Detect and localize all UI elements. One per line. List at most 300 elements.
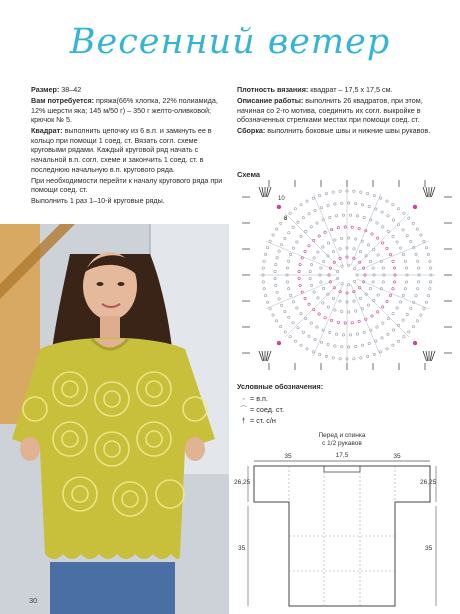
square-label: Квадрат: bbox=[31, 126, 63, 136]
chain-stitch-mark bbox=[325, 355, 327, 357]
chain-stitch-mark bbox=[334, 345, 336, 347]
chain-stitch-mark bbox=[289, 336, 291, 338]
chain-stitch-mark bbox=[392, 219, 394, 221]
chain-stitch-mark bbox=[322, 246, 324, 248]
chain-stitch-mark bbox=[410, 307, 412, 309]
chain-stitch-mark bbox=[327, 204, 329, 206]
materials-paragraph bbox=[31, 96, 227, 125]
chain-stitch-mark bbox=[320, 207, 322, 209]
chain-stitch-mark bbox=[272, 234, 274, 236]
chain-stitch-mark bbox=[423, 240, 425, 242]
work-label: Описание работы: bbox=[237, 95, 304, 105]
chain-stitch-mark bbox=[301, 291, 303, 293]
chain-stitch-mark bbox=[262, 281, 264, 283]
chain-stitch-mark bbox=[386, 200, 388, 202]
chain-stitch-mark bbox=[372, 267, 374, 269]
size-paragraph bbox=[31, 85, 227, 95]
chain-stitch-mark bbox=[381, 337, 383, 339]
square-value: выполнить цепочку из 6 в.п. и замкнуть ее в кольцо при помощи 1 соед. ст. Вязать согл. схеме круговыми рядами. Каждый круговой ряд начать с начальной в.п. согл. схеме и закончить 1 соед. ст. в последнюю начальную в.п. кругового ряда. bbox=[31, 126, 212, 174]
chain-stitch-mark bbox=[392, 260, 394, 262]
chain-stitch-mark bbox=[306, 348, 308, 350]
density-paragraph bbox=[237, 85, 437, 95]
chain-stitch-mark bbox=[294, 340, 296, 342]
corner-accent-mark bbox=[413, 341, 417, 345]
repeat-paragraph: Выполнить 1 раз 1–10-й круговые ряды. bbox=[31, 196, 165, 206]
chain-stitch-mark bbox=[276, 291, 278, 293]
chain-stitch-mark bbox=[310, 226, 312, 228]
corner-accent-mark bbox=[277, 205, 281, 209]
chain-stitch-mark bbox=[318, 235, 320, 237]
density-value: квадрат – 17,5 х 17,5 см. bbox=[308, 85, 393, 94]
right-column bbox=[237, 85, 437, 137]
chain-stitch-mark bbox=[330, 228, 332, 230]
chain-stitch-mark bbox=[339, 248, 341, 250]
chain-stitch-mark bbox=[262, 267, 264, 269]
page-title: Весенний ветер bbox=[69, 22, 391, 62]
chain-stitch-mark bbox=[380, 197, 382, 199]
legend-title: Условные обозначения: bbox=[237, 382, 324, 391]
chain-stitch-mark bbox=[300, 204, 302, 206]
chain-stitch-mark bbox=[298, 270, 300, 272]
chain-stitch-mark bbox=[310, 322, 312, 324]
chain-stitch-mark bbox=[397, 208, 399, 210]
chain-stitch-mark bbox=[377, 294, 379, 296]
size-label: Размер: bbox=[31, 85, 60, 94]
chain-stitch-mark bbox=[264, 294, 266, 296]
chain-stitch-mark bbox=[348, 284, 350, 286]
chain-stitch-mark bbox=[327, 242, 329, 244]
slip-stitch-symbol: ⌒ bbox=[239, 405, 248, 414]
chain-stitch-mark bbox=[361, 204, 363, 206]
chain-stitch-mark bbox=[359, 297, 361, 299]
chain-stitch-mark bbox=[313, 308, 315, 310]
chain-stitch-mark bbox=[402, 319, 404, 321]
chain-stitch-mark bbox=[382, 267, 384, 269]
chain-stitch-mark bbox=[266, 301, 268, 303]
chain-stitch-mark bbox=[314, 209, 316, 211]
chain-stitch-mark bbox=[322, 287, 324, 289]
dim-top-mid: 17,5 bbox=[335, 452, 349, 459]
chain-stitch-mark bbox=[387, 215, 389, 217]
chain-stitch-mark bbox=[281, 244, 283, 246]
chain-stitch-mark bbox=[348, 237, 350, 239]
corner-accent-mark bbox=[413, 205, 417, 209]
chain-stitch-mark bbox=[402, 253, 404, 255]
chain-stitch-mark bbox=[349, 334, 351, 336]
chain-stitch-mark bbox=[368, 342, 370, 344]
chain-stitch-mark bbox=[423, 308, 425, 310]
chain-stitch-mark bbox=[396, 241, 398, 243]
chain-stitch-mark bbox=[399, 247, 401, 249]
chain-stitch-mark bbox=[341, 346, 343, 348]
chain-stitch-mark bbox=[382, 306, 384, 308]
chain-stitch-mark bbox=[376, 222, 378, 224]
chain-stitch-mark bbox=[408, 217, 410, 219]
legend-text: = в.п. bbox=[250, 394, 268, 403]
chain-stitch-mark bbox=[389, 294, 391, 296]
chain-stitch-mark bbox=[302, 331, 304, 333]
row-number-8: 8 bbox=[284, 216, 288, 222]
chain-stitch-mark bbox=[342, 334, 344, 336]
chain-stitch-mark bbox=[360, 191, 362, 193]
chain-stitch-mark bbox=[368, 205, 370, 207]
chain-stitch-mark bbox=[297, 221, 299, 223]
chain-stitch-mark bbox=[296, 241, 298, 243]
chain-stitch-mark bbox=[299, 263, 301, 265]
chain-stitch-mark bbox=[386, 300, 388, 302]
chain-stitch-mark bbox=[308, 245, 310, 247]
chain-stitch-mark bbox=[288, 316, 290, 318]
chain-stitch-mark bbox=[263, 288, 265, 290]
chain-stitch-mark bbox=[429, 288, 431, 290]
chain-stitch-mark bbox=[289, 294, 291, 296]
chain-stitch-mark bbox=[276, 257, 278, 259]
chain-stitch-mark bbox=[337, 321, 339, 323]
chain-stitch-mark bbox=[266, 247, 268, 249]
chain-stitch-mark bbox=[372, 281, 374, 283]
chain-stitch-mark bbox=[275, 284, 277, 286]
chain-stitch-mark bbox=[301, 257, 303, 259]
chain-stitch-mark bbox=[425, 247, 427, 249]
chain-stitch-mark bbox=[327, 343, 329, 345]
chain-stitch-mark bbox=[416, 320, 418, 322]
chain-stitch-mark bbox=[392, 204, 394, 206]
chain-stitch-mark bbox=[418, 281, 420, 283]
chain-stitch-mark bbox=[304, 297, 306, 299]
chain-stitch-mark bbox=[348, 202, 350, 204]
chain-stitch-mark bbox=[392, 329, 394, 331]
chain-stitch-mark bbox=[373, 353, 375, 355]
chain-stitch-mark bbox=[341, 202, 343, 204]
chain-stitch-mark bbox=[278, 250, 280, 252]
chain-stitch-mark bbox=[429, 260, 431, 262]
chain-stitch-mark bbox=[308, 213, 310, 215]
chain-stitch-mark bbox=[332, 250, 334, 252]
chain-stitch-mark bbox=[275, 263, 277, 265]
chain-stitch-mark bbox=[355, 310, 357, 312]
chain-stitch-mark bbox=[396, 307, 398, 309]
chain-stitch-mark bbox=[286, 281, 288, 283]
chain-stitch-mark bbox=[306, 200, 308, 202]
chain-stitch-mark bbox=[334, 239, 336, 241]
chain-stitch-mark bbox=[377, 311, 379, 313]
chain-stitch-mark bbox=[393, 281, 395, 283]
chain-stitch-mark bbox=[319, 353, 321, 355]
chain-stitch-mark bbox=[380, 351, 382, 353]
legend-item-chain bbox=[237, 393, 323, 404]
chain-stitch-mark bbox=[387, 230, 389, 232]
chain-stitch-mark bbox=[337, 227, 339, 229]
scheme-spoke bbox=[285, 282, 340, 337]
legend-item-double-crochet bbox=[237, 415, 323, 426]
chain-stitch-mark bbox=[309, 270, 311, 272]
work-paragraph bbox=[237, 96, 437, 125]
chain-stitch-mark bbox=[416, 228, 418, 230]
legend-text: = ст. с/н bbox=[250, 416, 276, 425]
chain-stitch-mark bbox=[292, 301, 294, 303]
chain-stitch-mark bbox=[375, 208, 377, 210]
chain-stitch-mark bbox=[272, 314, 274, 316]
chain-stitch-mark bbox=[297, 327, 299, 329]
chain-stitch-mark bbox=[320, 267, 322, 269]
chain-stitch-mark bbox=[402, 229, 404, 231]
chain-stitch-mark bbox=[308, 335, 310, 337]
chain-stitch-mark bbox=[344, 226, 346, 228]
chain-stitch-mark bbox=[289, 212, 291, 214]
dim-top-left: 35 bbox=[284, 453, 292, 460]
chain-stitch-mark bbox=[304, 250, 306, 252]
chain-stitch-mark bbox=[332, 297, 334, 299]
chain-symbol: ◦ bbox=[242, 394, 245, 403]
chain-stitch-mark bbox=[284, 310, 286, 312]
chain-stitch-mark bbox=[393, 267, 395, 269]
chain-stitch-mark bbox=[278, 298, 280, 300]
chain-stitch-mark bbox=[322, 260, 324, 262]
chain-stitch-mark bbox=[349, 214, 351, 216]
chain-stitch-mark bbox=[280, 325, 282, 327]
chain-stitch-mark bbox=[373, 194, 375, 196]
scheme-spoke bbox=[285, 213, 340, 268]
chain-stitch-mark bbox=[341, 283, 343, 285]
chain-stitch-mark bbox=[302, 217, 304, 219]
chain-stitch-mark bbox=[313, 257, 315, 259]
chain-stitch-mark bbox=[427, 253, 429, 255]
model-photo-illustration bbox=[0, 224, 229, 614]
chain-stitch-mark bbox=[403, 336, 405, 338]
chain-stitch-mark bbox=[403, 212, 405, 214]
chain-stitch-mark bbox=[334, 309, 336, 311]
legend bbox=[237, 381, 323, 426]
chain-stitch-mark bbox=[300, 312, 302, 314]
chain-stitch-mark bbox=[363, 331, 365, 333]
chain-stitch-mark bbox=[341, 265, 343, 267]
chain-stitch-mark bbox=[405, 281, 407, 283]
chain-stitch-mark bbox=[355, 345, 357, 347]
chain-stitch-mark bbox=[327, 306, 329, 308]
dim-body-left: 35 bbox=[238, 545, 246, 552]
chain-stitch-mark bbox=[360, 357, 362, 359]
chain-stitch-mark bbox=[397, 224, 399, 226]
chain-stitch-mark bbox=[332, 357, 334, 359]
chain-stitch-mark bbox=[389, 253, 391, 255]
chain-stitch-mark bbox=[387, 333, 389, 335]
chain-stitch-mark bbox=[296, 307, 298, 309]
double-crochet-symbol: † bbox=[241, 416, 246, 425]
chain-stitch-mark bbox=[369, 287, 371, 289]
chain-stitch-mark bbox=[269, 308, 271, 310]
chain-stitch-mark bbox=[299, 284, 301, 286]
chain-stitch-mark bbox=[417, 288, 419, 290]
chain-stitch-mark bbox=[406, 234, 408, 236]
chain-stitch-mark bbox=[274, 270, 276, 272]
legend-text: = соед. ст. bbox=[250, 405, 284, 414]
chain-stitch-mark bbox=[339, 300, 341, 302]
work-value: выполнить 26 квадратов, при этом, начиная со 2-го мотива, соединить их согл. выкройке в обозначенных стрелками местах при помощи соед. ст. bbox=[237, 95, 423, 125]
chain-stitch-mark bbox=[404, 260, 406, 262]
chain-stitch-mark bbox=[382, 281, 384, 283]
chain-stitch-mark bbox=[373, 299, 375, 301]
corner-accent-mark bbox=[277, 341, 281, 345]
chain-stitch-mark bbox=[317, 297, 319, 299]
chain-stitch-mark bbox=[329, 331, 331, 333]
chain-stitch-mark bbox=[325, 192, 327, 194]
chain-stitch-mark bbox=[405, 267, 407, 269]
chain-stitch-mark bbox=[363, 216, 365, 218]
chain-stitch-mark bbox=[274, 277, 276, 279]
chain-stitch-mark bbox=[415, 253, 417, 255]
size-value: 38–42 bbox=[59, 85, 82, 94]
chain-stitch-mark bbox=[308, 303, 310, 305]
chain-stitch-mark bbox=[284, 331, 286, 333]
chain-stitch-mark bbox=[369, 260, 371, 262]
chain-stitch-mark bbox=[318, 313, 320, 315]
left-column bbox=[31, 85, 227, 207]
chain-stitch-mark bbox=[373, 248, 375, 250]
scheme-label: Схема bbox=[237, 170, 261, 179]
chain-stitch-mark bbox=[300, 344, 302, 346]
pattern-title-2: с 1/2 рукавов bbox=[322, 440, 362, 447]
chain-stitch-mark bbox=[375, 340, 377, 342]
chain-stitch-mark bbox=[351, 322, 353, 324]
chain-stitch-mark bbox=[366, 192, 368, 194]
chain-stitch-mark bbox=[320, 281, 322, 283]
assembly-paragraph bbox=[237, 126, 437, 136]
chain-stitch-mark bbox=[353, 358, 355, 360]
dim-top-right: 35 bbox=[393, 453, 401, 460]
chain-stitch-mark bbox=[417, 260, 419, 262]
dim-side-right: 26,25 bbox=[420, 479, 437, 486]
chain-stitch-mark bbox=[335, 333, 337, 335]
chain-stitch-mark bbox=[408, 331, 410, 333]
chain-stitch-mark bbox=[430, 281, 432, 283]
chain-stitch-mark bbox=[392, 344, 394, 346]
chain-stitch-mark bbox=[402, 294, 404, 296]
chain-stitch-mark bbox=[410, 240, 412, 242]
chain-stitch-mark bbox=[406, 313, 408, 315]
row-number-10: 10 bbox=[278, 196, 285, 202]
chain-stitch-mark bbox=[312, 197, 314, 199]
chain-stitch-mark bbox=[341, 237, 343, 239]
chain-stitch-mark bbox=[397, 340, 399, 342]
chain-stitch-mark bbox=[284, 237, 286, 239]
chain-stitch-mark bbox=[281, 304, 283, 306]
chain-stitch-mark bbox=[300, 235, 302, 237]
chain-stitch-mark bbox=[356, 215, 358, 217]
chain-stitch-mark bbox=[361, 240, 363, 242]
chain-stitch-mark bbox=[322, 302, 324, 304]
chain-stitch-mark bbox=[289, 253, 291, 255]
chain-stitch-mark bbox=[399, 301, 401, 303]
chain-stitch-mark bbox=[287, 260, 289, 262]
chain-stitch-mark bbox=[280, 222, 282, 224]
pattern-title-1: Перед и спинка bbox=[318, 432, 366, 439]
chain-stitch-mark bbox=[376, 326, 378, 328]
chain-stitch-mark bbox=[263, 260, 265, 262]
chain-stitch-mark bbox=[353, 248, 355, 250]
chain-stitch-mark bbox=[354, 280, 356, 282]
chain-stitch-mark bbox=[348, 264, 350, 266]
chain-stitch-mark bbox=[292, 226, 294, 228]
chain-stitch-mark bbox=[310, 263, 312, 265]
dim-body-right: 35 bbox=[425, 545, 433, 552]
crochet-scheme bbox=[240, 180, 455, 370]
chain-stitch-mark bbox=[305, 317, 307, 319]
chain-stitch-mark bbox=[314, 338, 316, 340]
chain-stitch-mark bbox=[361, 344, 363, 346]
chain-stitch-mark bbox=[397, 324, 399, 326]
chain-stitch-mark bbox=[339, 190, 341, 192]
chain-stitch-mark bbox=[286, 267, 288, 269]
chain-stitch-mark bbox=[298, 277, 300, 279]
chain-stitch-mark bbox=[358, 227, 360, 229]
chain-stitch-mark bbox=[377, 254, 379, 256]
chain-stitch-mark bbox=[309, 277, 311, 279]
chain-stitch-mark bbox=[292, 247, 294, 249]
chain-stitch-mark bbox=[361, 308, 363, 310]
dim-side-left: 26,25 bbox=[234, 479, 251, 486]
assembly-label: Сборка: bbox=[237, 126, 266, 136]
chain-stitch-mark bbox=[430, 267, 432, 269]
chain-stitch-mark bbox=[392, 235, 394, 237]
chain-stitch-mark bbox=[392, 288, 394, 290]
chain-stitch-mark bbox=[353, 190, 355, 192]
chain-stitch-mark bbox=[351, 226, 353, 228]
chain-stitch-mark bbox=[348, 346, 350, 348]
chain-stitch-mark bbox=[292, 322, 294, 324]
chain-stitch-mark bbox=[269, 240, 271, 242]
chain-stitch-mark bbox=[354, 267, 356, 269]
chain-stitch-mark bbox=[330, 319, 332, 321]
chain-stitch-mark bbox=[415, 294, 417, 296]
chain-stitch-mark bbox=[276, 228, 278, 230]
transition-paragraph: При необходимости перейти к началу кругового ряда при помощи соед. ст. bbox=[31, 175, 223, 195]
chain-stitch-mark bbox=[312, 351, 314, 353]
chain-stitch-mark bbox=[313, 291, 315, 293]
chain-stitch-mark bbox=[420, 314, 422, 316]
chain-stitch-mark bbox=[329, 216, 331, 218]
chain-stitch-mark bbox=[418, 267, 420, 269]
chain-stitch-mark bbox=[358, 320, 360, 322]
square-paragraph bbox=[31, 126, 227, 174]
chain-stitch-mark bbox=[324, 231, 326, 233]
materials-value: пряжа(66% хлопка, 22% полиамида, 12% шерсти яка; 145 м/50 г) – 350 г желто-оливковой; крючок № 5. bbox=[31, 95, 218, 125]
chain-stitch-mark bbox=[353, 300, 355, 302]
chain-stitch-mark bbox=[320, 341, 322, 343]
chain-stitch-mark bbox=[341, 310, 343, 312]
chain-stitch-mark bbox=[371, 233, 373, 235]
assembly-value: выполнить боковые швы и нижние швы рукавов. bbox=[265, 126, 431, 136]
chain-stitch-mark bbox=[359, 250, 361, 252]
chain-stitch-mark bbox=[412, 325, 414, 327]
chain-stitch-mark bbox=[355, 238, 357, 240]
chain-stitch-mark bbox=[342, 214, 344, 216]
chain-stitch-mark bbox=[317, 251, 319, 253]
chain-stitch-mark bbox=[310, 284, 312, 286]
chain-stitch-mark bbox=[386, 247, 388, 249]
chain-stitch-mark bbox=[324, 317, 326, 319]
chain-stitch-mark bbox=[334, 203, 336, 205]
chain-stitch-mark bbox=[425, 301, 427, 303]
chain-stitch-mark bbox=[335, 215, 337, 217]
chain-stitch-mark bbox=[382, 226, 384, 228]
materials-label: Вам потребуется: bbox=[31, 95, 95, 105]
chain-stitch-mark bbox=[276, 320, 278, 322]
chain-stitch-mark bbox=[294, 208, 296, 210]
chain-stitch-mark bbox=[355, 202, 357, 204]
pattern-diagram bbox=[232, 430, 452, 614]
chain-stitch-mark bbox=[348, 311, 350, 313]
chain-stitch-mark bbox=[404, 288, 406, 290]
